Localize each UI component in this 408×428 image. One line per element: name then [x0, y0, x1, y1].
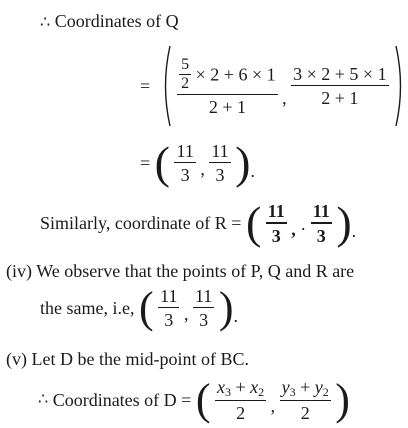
five-halves: $\frac{5}{2}$ [181, 55, 190, 92]
iv-x-fraction: $\frac{11}{3}$ [160, 286, 178, 330]
item-v-marker: (v) [6, 349, 27, 369]
item-v-line [6, 350, 249, 368]
r-x-fraction: $\frac{11}{3}$ [267, 200, 285, 246]
r-y-fraction: $\frac{11}{3}$ [312, 200, 330, 246]
item-v-text: Let D be the mid-point of BC. [31, 349, 249, 369]
d-y-fraction: $\frac{y_3 + y_2}{2}$ [281, 377, 329, 423]
right-paren: ) [235, 137, 251, 188]
coordinates-of-q-label: Coordinates of Q [54, 11, 179, 31]
d-expression: ∴ Coordinates of D = ( $\frac{x_3 + x_2}{2}$ , $\frac{y_3 + y_2}{2}$ ) [38, 375, 350, 424]
similarly-r-line: Similarly, coordinate of R = ( $\frac{11}{3}$ , · $\frac{11}{3}$ ). [40, 197, 357, 248]
line-therefore-q [40, 12, 179, 31]
right-big-paren [393, 44, 407, 128]
iv-y-fraction: $\frac{11}{3}$ [194, 286, 213, 330]
d-x-fraction: $\frac{x_3 + x_2}{2}$ [216, 377, 265, 423]
left-paren: ( [154, 137, 170, 188]
q-y-fraction: $\frac{3 \times 2 + 5 \times 1}{2 + 1}$ [293, 64, 387, 108]
q-x-fraction: $\frac{5}{2}$ × 2 + 6 × 1 2 + 1 [177, 57, 277, 116]
q-result-y: $\frac{11}{3}$ [211, 141, 229, 185]
item-iv-marker: (iv) [6, 261, 32, 281]
equals-sign: = [140, 76, 151, 96]
item-iv-line1 [6, 262, 354, 280]
q-result: = ( $\frac{11}{3}$ , $\frac{11}{3}$ ). [140, 137, 255, 188]
item-iv-line2: the same, i.e, ( $\frac{11}{3}$ , $\frac{11}{3}$ ). [40, 283, 238, 332]
q-expression: = $\frac{5}{2}$ × 2 + 6 × 1 2 + 1 , $\frac{3 \times 2 + 5 \times 1}{2 + 1}$ [140, 44, 407, 128]
item-iv-text: We observe that the points of P, Q and R are [36, 261, 355, 281]
therefore-symbol: ∴ [40, 14, 51, 31]
q-result-x: $\frac{11}{3}$ [176, 141, 194, 185]
left-big-paren [159, 44, 173, 128]
similarly-text: Similarly, coordinate of R = [40, 213, 242, 233]
